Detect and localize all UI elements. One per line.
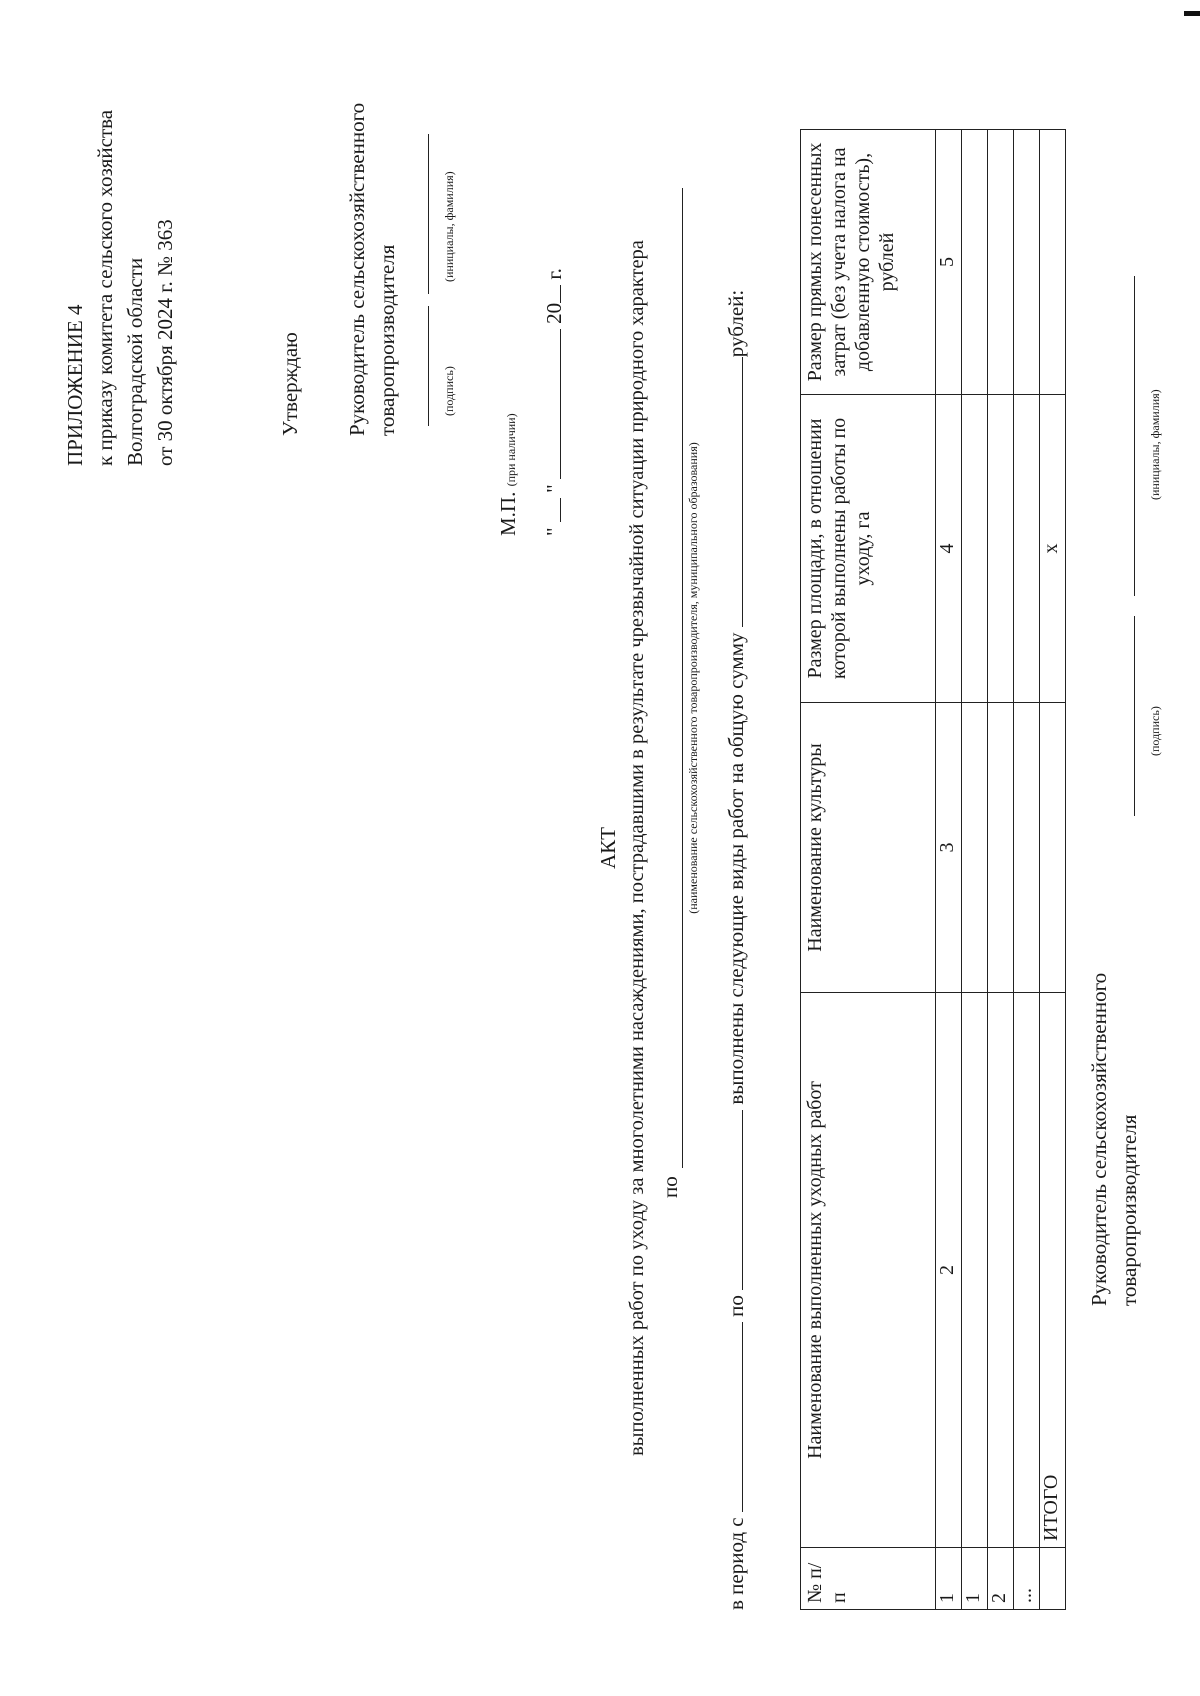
seal-note: (при наличии): [504, 413, 518, 487]
footer-signature-line: [1134, 616, 1135, 816]
period-text: выполнены следующие виды работ на общую сумму: [724, 632, 748, 1105]
colnum-1: 1: [936, 1548, 962, 1610]
header-works: Наименование выполненных уходных работ: [801, 993, 936, 1548]
table-total-row: [1040, 130, 1066, 1610]
approval-head-line1: Руководитель сельскохозяйственного: [345, 102, 369, 436]
works-table: [800, 129, 1066, 1610]
row-costs: [988, 130, 1014, 395]
footer-initials-caption: (инициалы, фамилия): [1148, 389, 1162, 500]
date-quote-close: ": [542, 484, 566, 493]
seal-label: [496, 413, 521, 536]
total-area: х: [1040, 395, 1066, 703]
act-title: АКТ: [596, 827, 620, 869]
date-year-prefix: 20: [542, 302, 566, 324]
scan-corner-mark: [1184, 0, 1200, 16]
appendix-region: Волгоградской области: [123, 257, 147, 466]
appendix-order: к приказу комитета сельского хозяйства: [93, 109, 117, 466]
table-row: [988, 130, 1014, 1610]
colnum-5: 5: [936, 130, 962, 395]
header-number: № п/п: [801, 1548, 936, 1610]
footer-head: [1084, 973, 1144, 1306]
footer-head-line2: товаропроизводителя: [1117, 1114, 1141, 1306]
period-from-label: в период с: [724, 1517, 748, 1610]
total-costs-cell: [1040, 130, 1066, 395]
table-header-row: [801, 130, 936, 1610]
footer-head-line1: Руководитель сельскохозяйственного: [1087, 972, 1111, 1306]
total-label: ИТОГО: [1040, 993, 1066, 1548]
row-number: 2: [988, 1548, 1014, 1610]
approval-initials-caption: (инициалы, фамилия): [442, 171, 456, 282]
colnum-3: 3: [936, 703, 962, 993]
date-month-blank: [560, 329, 561, 479]
footer-initials-line: [1134, 276, 1135, 596]
approval-signature-caption: (подпись): [442, 366, 456, 416]
row-works: [988, 993, 1014, 1548]
row-number: 1: [962, 1548, 988, 1610]
header-area: Размер площади, в отношении которой выполнены работы по уходу, га: [801, 395, 936, 703]
approval-head: [342, 103, 402, 436]
approve-label: Утверждаю: [278, 332, 302, 436]
period-line: [724, 290, 749, 1610]
row-area: [962, 395, 988, 703]
seal-text: М.П.: [496, 491, 520, 536]
approval-signature-line: [428, 306, 429, 426]
row-crop: [988, 703, 1014, 993]
approval-initials-line: [428, 134, 429, 294]
row-area: [988, 395, 1014, 703]
currency-label: рублей:: [724, 289, 748, 358]
colnum-2: 2: [936, 993, 962, 1548]
row-crop: [1014, 703, 1040, 993]
sum-blank: [742, 357, 743, 627]
approval-date: [542, 268, 567, 536]
appendix-number: ПРИЛОЖЕНИЕ 4: [63, 304, 87, 466]
total-number-cell: [1040, 1548, 1066, 1610]
period-from-blank: [742, 1322, 743, 1512]
act-by-line: [682, 188, 683, 1168]
date-day-blank: [560, 498, 561, 522]
appendix-date: от 30 октября 2024 г. № 363: [153, 219, 177, 466]
appendix-block: [60, 110, 180, 466]
column-numbers-row: [936, 130, 962, 1610]
footer-signature-caption: (подпись): [1148, 706, 1162, 756]
period-to-label: по: [724, 1295, 748, 1317]
date-quote-open: ": [542, 527, 566, 536]
header-crop: Наименование культуры: [801, 703, 936, 993]
row-works: [962, 993, 988, 1548]
colnum-4: 4: [936, 395, 962, 703]
act-by-label: по: [658, 1176, 682, 1198]
row-costs: [1014, 130, 1040, 395]
row-costs: [962, 130, 988, 395]
row-number: ...: [1014, 1548, 1040, 1610]
act-by-caption: (наименование сельскохозяйственного товаропроизводителя, муниципального образования): [686, 442, 700, 914]
row-works: [1014, 993, 1040, 1548]
date-year-blank: [560, 285, 561, 303]
table-row: [962, 130, 988, 1610]
approval-head-line2: товаропроизводителя: [375, 244, 399, 436]
table-row: [1014, 130, 1040, 1610]
total-crop-cell: [1040, 703, 1066, 993]
header-costs: Размер прямых понесенных затрат (без учета налога на добавленную стоимость), рублей: [801, 130, 936, 395]
period-to-blank: [742, 1110, 743, 1290]
act-subtitle: выполненных работ по уходу за многолетними насаждениями, пострадавшими в результате чрезвычайной ситуации природного характера: [626, 240, 648, 1456]
row-area: [1014, 395, 1040, 703]
row-crop: [962, 703, 988, 993]
date-year-suffix: г.: [542, 268, 566, 280]
